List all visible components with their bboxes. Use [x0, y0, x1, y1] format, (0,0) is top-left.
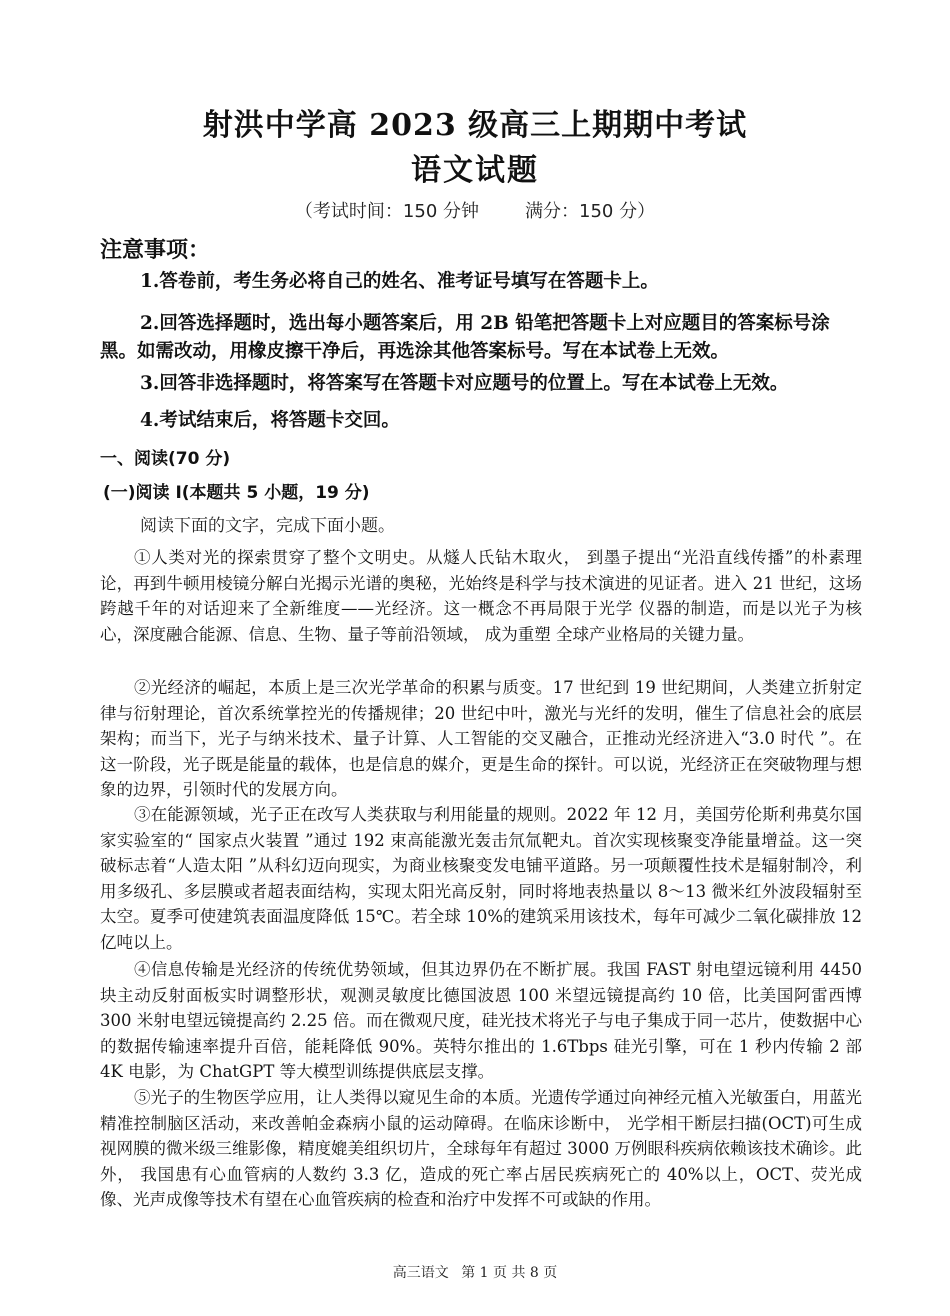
footer-subject: 高三语文	[392, 1265, 449, 1281]
notice-item-3: 3.回答非选择题时，将答案写在答题卡对应题号的位置上。写在本试卷上无效。	[140, 373, 789, 394]
passage-paragraph-3: ③在能源领域，光子正在改写人类获取与利用能量的规则。2022 年 12 月，美国劳伦斯利弗莫尔国家实验室的“ 国家点火装置 ”通过 192 束高能激光轰击氘氚靶丸。首次实现核聚变净能量增益。这一突破标志着“人造太阳 ”从科幻迈向现实，为商业核聚变发电铺平道路。另一项颠覆性技术是辐射制冷，利用多级孔、多层膜或者超表面结构，实现太阳光高反射，同时将地表热量以 8～13 微米红外波段辐射至太空。夏季可使建筑表面温度降低 15℃。若全球 10%的建筑采用该技术，每年可减少二氧化碳排放 12 亿吨以上。	[100, 805, 862, 952]
passage-paragraph-4: ④信息传输是光经济的传统优势领域，但其边界仍在不断扩展。我国 FAST 射电望远镜利用 4450 块主动反射面板实时调整形状，观测灵敏度比德国波恩 100 米望远镜提高约 10 倍，比美国阿雷西博 300 米射电望远镜提高约 2.25 倍。而在微观尺度，硅光技术将光子与电子集成于同一芯片，使数据中心的数据传输速率提升百倍，能耗降低 90%。英特尔推出的 1.6Tbps 硅光引擎，可在 1 秒内传输 2 部 4K 电影，为 ChatGPT 等大模型训练提供底层支撑。	[100, 960, 862, 1081]
reading-instruction: 阅读下面的文字，完成下面小题。	[140, 516, 395, 536]
notice-item-4: 4.考试结束后，将答题卡交回。	[140, 410, 400, 431]
exam-time: （考试时间：150 分钟	[294, 201, 479, 222]
page-number: 第 1 页 共 8 页	[461, 1265, 558, 1281]
notice-heading: 注意事项：	[100, 237, 211, 263]
subject-title: 语文试题	[411, 153, 539, 188]
exam-title: 射洪中学高 2023 级高三上期期中考试	[202, 108, 748, 143]
notice-item-2: 2.回答选择题时，选出每小题答案后，用 2B 铅笔把答题卡上对应题目的答案标号涂黑。如需改动，用橡皮擦干净后，再选涂其他答案标号。写在本试卷上无效。	[100, 313, 830, 362]
passage-paragraph-5: ⑤光子的生物医学应用，让人类得以窥见生命的本质。光遗传学通过向神经元植入光敏蛋白，用蓝光精准控制脑区活动，来改善帕金森病小鼠的运动障碍。在临床诊断中， 光学相干断层扫描(OCT)可生成视网膜的微米级三维影像，精度媲美组织切片，全球每年有超过 3000 万例眼科疾病依赖该技术确诊。此外， 我国患有心血管病的人数约 3.3 亿，造成的死亡率占居民疾病死亡的 40%以上，OCT、荧光成像、光声成像等技术有望在心血管疾病的检查和治疗中发挥不可或缺的作用。	[100, 1088, 862, 1209]
exam-info	[0, 197, 950, 223]
sub-section-title: (一)阅读 I(本题共 5 小题，19 分)	[103, 483, 370, 503]
passage-paragraph-1: ①人类对光的探索贯穿了整个文明史。从燧人氏钻木取火， 到墨子提出“光沿直线传播”的朴素理论，再到牛顿用棱镜分解白光揭示光谱的奥秘，光始终是科学与技术演进的见证者。进入 21 世纪，这场跨越千年的对话迎来了全新维度——光经济。这一概念不再局限于光学 仪器的制造，而是以光子为核心，深度融合能源、信息、生物、量子等前沿领域， 成为重塑 全球产业格局的关键力量。	[100, 548, 862, 644]
page-footer	[0, 1262, 950, 1282]
full-score: 满分：150 分）	[525, 201, 656, 222]
notice-item-1: 1.答卷前，考生务必将自己的姓名、准考证号填写在答题卡上。	[140, 271, 659, 292]
part-title: 一、阅读(70 分)	[100, 449, 231, 469]
passage-paragraph-2: ②光经济的崛起，本质上是三次光学革命的积累与质变。17 世纪到 19 世纪期间，人类建立折射定律与衍射理论，首次系统掌控光的传播规律；20 世纪中叶，激光与光纤的发明，催生了信息社会的底层架构；而当下，光子与纳米技术、量子计算、人工智能的交叉融合，正推动光经济进入“3.0 时代 ”。在这一阶段，光子既是能量的载体，也是信息的媒介，更是生命的探针。可以说，光经济正在突破物理与想象的边界，引领时代的发展方向。	[100, 678, 862, 799]
